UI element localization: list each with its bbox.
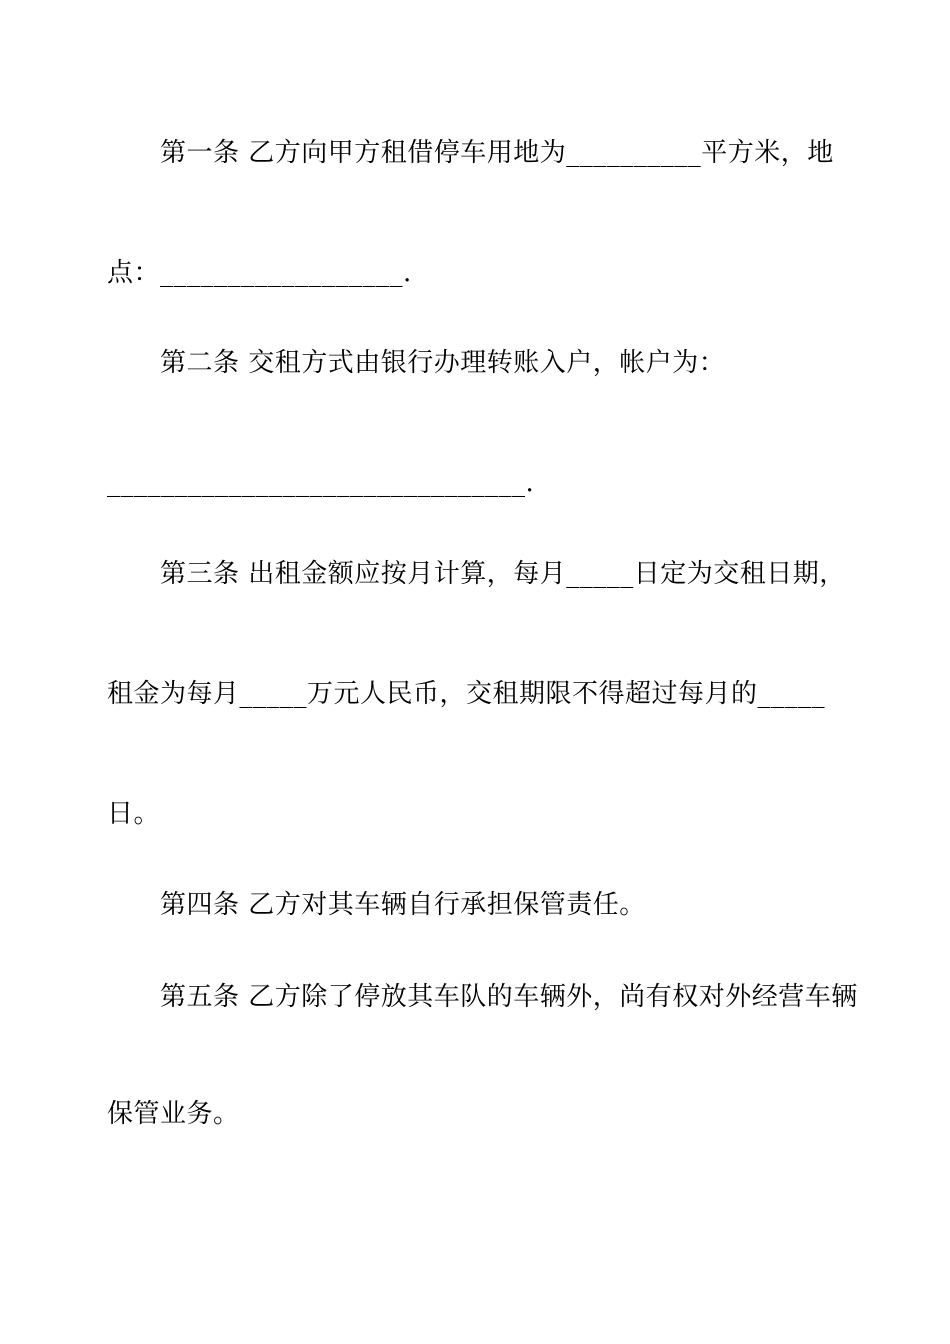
- article-3-line-1: 第三条 出租金额应按月计算，每月_____日定为交租日期，: [160, 559, 846, 589]
- article-1-line-2: 点：__________________.: [107, 258, 412, 288]
- article-4-line-1: 第四条 乙方对其车辆自行承担保管责任。: [160, 890, 646, 920]
- article-5-line-1: 第五条 乙方除了停放其车队的车辆外，尚有权对外经营车辆: [160, 982, 858, 1012]
- article-1-line-1: 第一条 乙方向甲方租借停车用地为__________平方米，地: [160, 138, 834, 168]
- article-3-line-2: 租金为每月_____万元人民币，交租期限不得超过每月的_____: [107, 679, 826, 709]
- article-3-line-3: 日。: [107, 799, 161, 829]
- article-2-line-1: 第二条 交租方式由银行办理转账入户，帐户为：: [160, 348, 726, 378]
- article-2-line-2: _______________________________.: [107, 468, 535, 498]
- article-5-line-2: 保管业务。: [107, 1099, 240, 1129]
